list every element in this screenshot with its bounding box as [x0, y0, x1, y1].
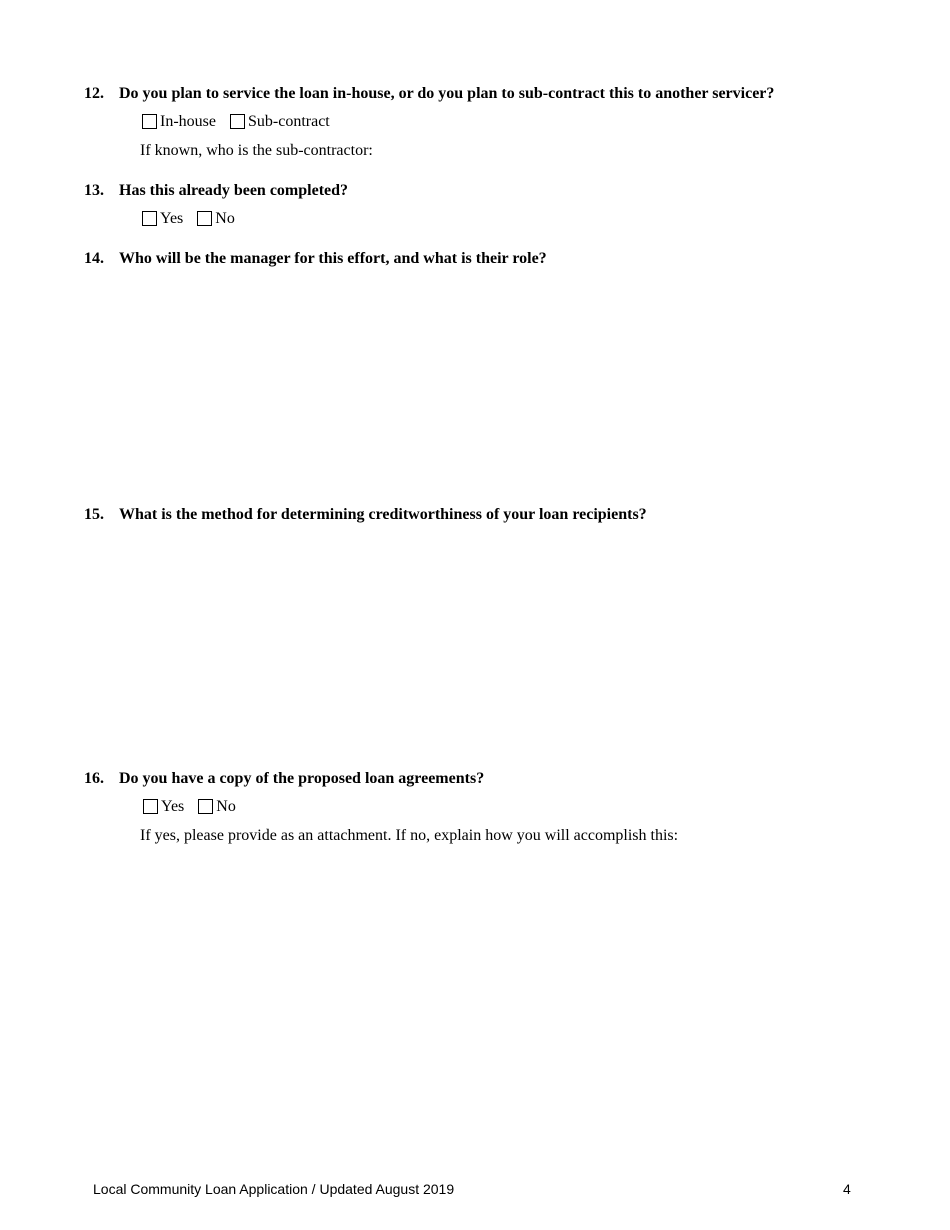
in-house-checkbox[interactable] — [142, 114, 157, 129]
sub-contract-option[interactable] — [230, 112, 330, 132]
question-number: 16. — [84, 770, 104, 787]
in-house-label: In-house — [160, 113, 216, 130]
q16-no-option[interactable] — [198, 797, 236, 817]
q13-yes-label: Yes — [160, 210, 184, 227]
q13-options — [142, 209, 245, 229]
question-15 — [84, 505, 647, 525]
q16-no-checkbox[interactable] — [198, 799, 213, 814]
question-text: Do you plan to service the loan in-house, or do you plan to sub-contract this to another servicer? — [119, 85, 775, 102]
question-12 — [84, 84, 774, 104]
sub-contract-checkbox[interactable] — [230, 114, 245, 129]
page-number: 4 — [843, 1181, 851, 1197]
attachment-prompt: If yes, please provide as an attachment. If no, explain how you will accomplish this: — [140, 827, 679, 844]
question-text: What is the method for determining creditworthiness of your loan recipients? — [119, 506, 647, 523]
q13-no-label: No — [215, 210, 235, 227]
question-13 — [84, 181, 348, 201]
q13-yes-option[interactable] — [142, 209, 183, 229]
question-number: 14. — [84, 250, 104, 267]
question-text: Who will be the manager for this effort, and what is their role? — [119, 250, 547, 267]
footer-title: Local Community Loan Application / Updated August 2019 — [93, 1181, 455, 1197]
q13-yes-checkbox[interactable] — [142, 211, 157, 226]
q16-yes-label: Yes — [161, 798, 185, 815]
question-14 — [84, 249, 547, 269]
question-text: Has this already been completed? — [119, 182, 349, 199]
q16-yes-option[interactable] — [143, 797, 184, 817]
question-number: 13. — [84, 182, 104, 199]
question-number: 12. — [84, 85, 104, 102]
q16-no-label: No — [216, 798, 236, 815]
question-number: 15. — [84, 506, 104, 523]
sub-contract-label: Sub-contract — [247, 113, 330, 130]
q16-options — [143, 797, 246, 817]
q13-no-option[interactable] — [197, 209, 235, 229]
q13-no-checkbox[interactable] — [197, 211, 212, 226]
question-16 — [84, 769, 484, 789]
q16-yes-checkbox[interactable] — [143, 799, 158, 814]
q12-options — [142, 112, 340, 132]
question-text: Do you have a copy of the proposed loan agreements? — [119, 770, 485, 787]
in-house-option[interactable] — [142, 112, 216, 132]
sub-contractor-prompt: If known, who is the sub-contractor: — [140, 142, 373, 159]
